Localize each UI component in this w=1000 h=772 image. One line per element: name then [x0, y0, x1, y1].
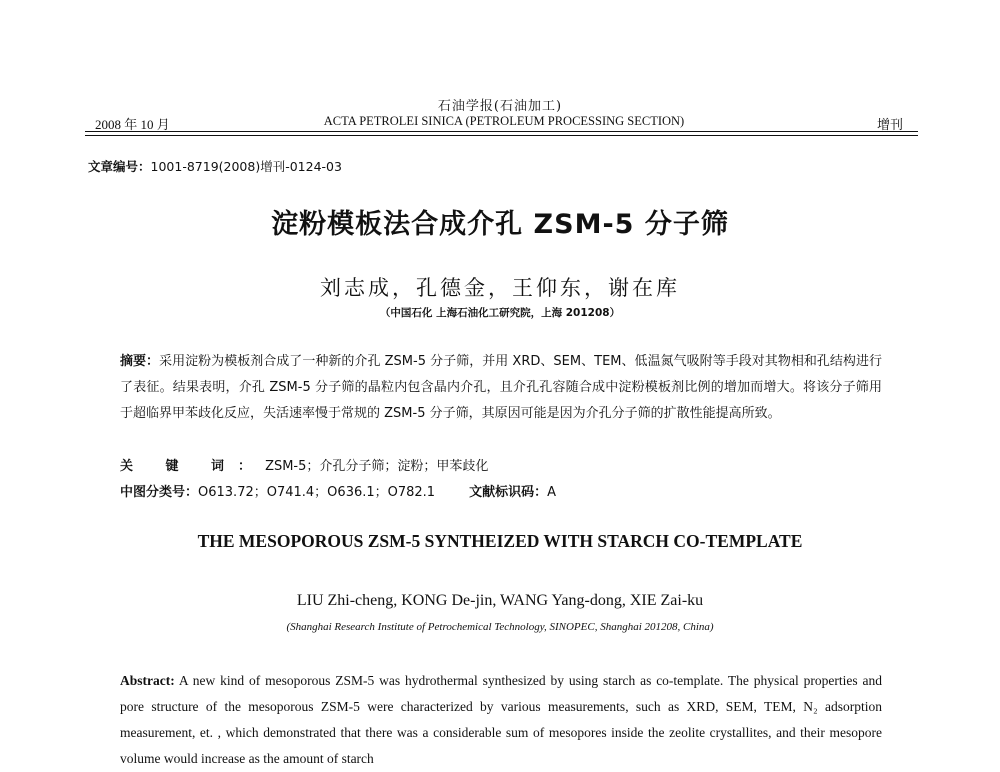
header-rule-top: [85, 131, 918, 132]
journal-title-cn: 石油学报(石油加工): [437, 99, 563, 114]
classification-label: 中图分类号：: [120, 485, 199, 500]
doc-code-label: 文献标识码：: [469, 485, 548, 500]
article-number-value: 1001-8719(2008)增刊-0124-03: [150, 159, 342, 174]
article-number: [88, 157, 342, 175]
article-number-label: 文章编号：: [88, 159, 151, 174]
abstract-cn-text: 采用淀粉为模板剂合成了一种新的介孔 ZSM-5 分子筛，并用 XRD、SEM、TEM、低温氮气吸附等手段对其物相和孔结构进行了表征。结果表明，介孔 ZSM-5 分子筛的晶粒内包含晶内介孔，且介孔孔容随合成中淀粉模板剂比例的增加而增大。将该分子筛用于超临界甲苯歧化反应，失活速率慢于常规的 ZSM-5 分子筛，其原因可能是因为介孔分子筛的扩散性能提高所致。: [120, 354, 882, 421]
classification-value: O613.72；O741.4；O636.1；O782.1: [198, 485, 436, 500]
publication-date: 2008 年 10 月: [95, 117, 170, 132]
affiliation-cn: （中国石化 上海石油化工研究院，上海 201208）: [379, 307, 621, 319]
title-cn: 淀粉模板法合成介孔 ZSM-5 分子筛: [271, 209, 729, 240]
keywords-cn-label: 关 键 词：: [120, 459, 266, 474]
affiliation-en: (Shanghai Research Institute of Petrochemical Technology, SINOPEC, Shanghai 201208, China): [286, 621, 714, 633]
authors-cn: 刘志成，孔德金，王仰东，谢在库: [320, 276, 680, 300]
header-rule-bottom: [85, 135, 918, 136]
abstract-cn: [120, 349, 882, 427]
keywords-cn-text: ZSM-5；介孔分子筛；淀粉；甲苯歧化: [265, 459, 489, 474]
classification-cn: [120, 481, 556, 500]
title-en: THE MESOPOROUS ZSM-5 SYNTHEIZED WITH STARCH CO-TEMPLATE: [197, 531, 803, 551]
abstract-cn-label: 摘要：: [120, 354, 160, 369]
journal-title-en: ACTA PETROLEI SINICA (PETROLEUM PROCESSING SECTION): [323, 114, 685, 128]
issue-label: 增刊: [876, 118, 903, 133]
authors-en: LIU Zhi-cheng, KONG De-jin, WANG Yang-dong, XIE Zai-ku: [296, 592, 704, 609]
keywords-cn: [120, 455, 488, 474]
abstract-en-label: Abstract:: [120, 673, 175, 688]
abstract-en: [120, 668, 882, 772]
abstract-en-text: A new kind of mesoporous ZSM-5 was hydrothermal synthesized by using starch as co-template. The physical properties and pore structure of the mesoporous ZSM-5 were characterized by various measurements, such as XRD, SEM, TEM, N₂ adsorption measurement, et. , which demonstrated that there was a considerable sum of mesopores inside the zeolite crystallites, and their mesopore volume would increase as the amount of starch: [120, 673, 882, 766]
doc-code-value: A: [547, 485, 557, 500]
